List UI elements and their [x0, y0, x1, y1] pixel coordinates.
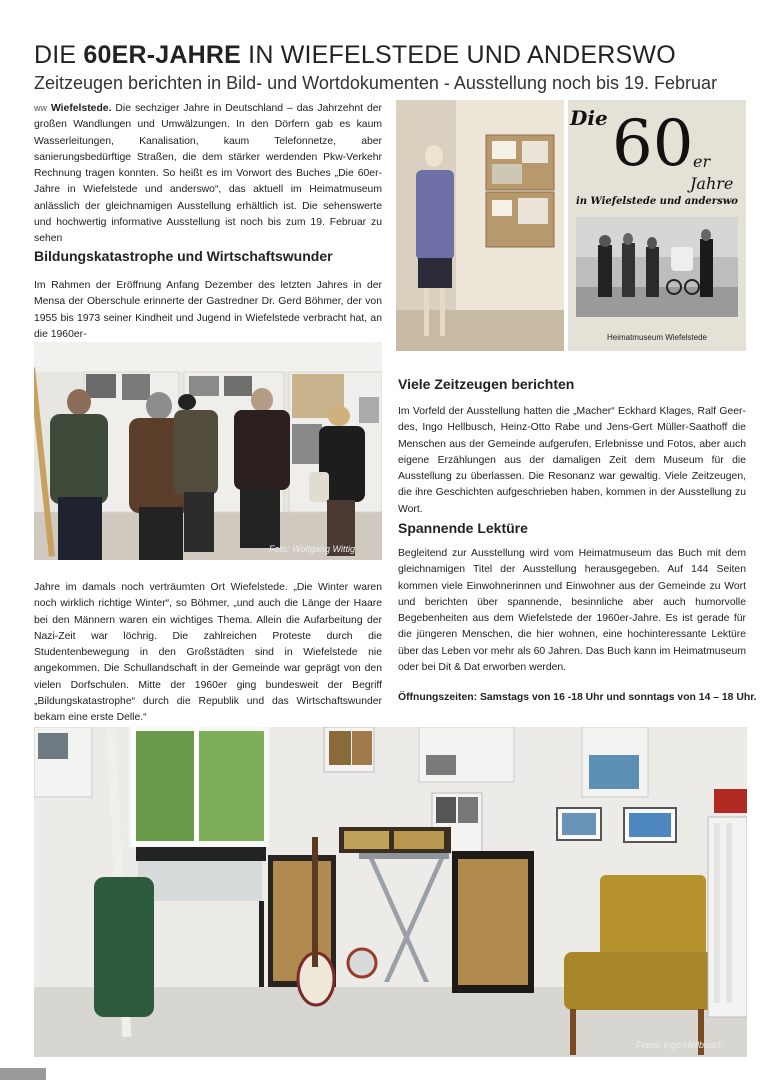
bildung-paragraph-b	[34, 580, 382, 727]
zeitzeugen-text: Im Vorfeld der Ausstellung hatten die „Macher“ Eckhard Klages, Ralf Geerdes, Ingo Hellbusch, Heinz-Otto Rabe und Jens-Gert Müller-Saathoff die Menschen aus der Gemeinde aufgerufen, Erlebnisse und Fotos, aber auch eigene Erzählungen aus der damaligen Zeit dem Museum für die Ausstellung zu überlassen. Die Resonanz war gewaltig. Viele Zeitzeugen, die ihre Geschichten aufgeschrieben haben, kommen in der Ausstellung zu Wort.	[398, 406, 746, 515]
bildung-paragraph-a	[34, 278, 382, 343]
heading-zeitzeugen: Viele Zeitzeugen berichten	[398, 376, 575, 392]
photo-mannequin	[396, 100, 564, 351]
subheadline: Zeitzeugen berichten in Bild- und Wortdokumenten - Ausstellung noch bis 19. Februar	[34, 73, 718, 93]
lektuere-text: Begleitend zur Ausstellung wird vom Heimatmuseum das Buch mit dem gleichnamigen Titel der Ausstellung herausgegeben. Auf 144 Seiten kommen viele Einwohnerinnen und Einwohner aus der Gemeinde zu Wort und berichten über spannende, besinnliche aber auch humorvolle Begebenheiten aus dem Wiefelstede der 1960er-Jahre. Es ist gerade für die jüngeren Menschen, die hier wohnen, eine hochinteressante Lektüre über das Leben vor mehr als 60 Jahren. Das Buch kann im Heimatmuseum oder bei Dit & Dat erworben werden.	[398, 548, 746, 674]
lektuere-paragraph	[398, 546, 746, 676]
book-publisher: Heimatmuseum Wiefelstede	[606, 333, 708, 342]
credit-bottom-photo: Fotos: Ingo Hellbusch	[636, 1040, 724, 1050]
intro-paragraph	[34, 100, 382, 248]
photo-mannequin-image	[396, 100, 564, 351]
book-title-jahre: Jahre	[690, 174, 734, 193]
headline-bold: 60ER-JAHRE	[83, 41, 242, 69]
photo-music-room-image	[34, 727, 747, 1057]
bildung-text-b: Jahre im damals noch verträumten Ort Wiefelstede. „Die Winter waren noch wirklich richtige Winter“, so Böhmer, „und auch die Länge der Haare bei den Männern waren ein wichtiges Thema. Allein die Aufarbeitung der Nazi-Zeit war löchrig. Die zahlreichen Proteste durch die Studentenbewegung in den Großstädten sind in Wiefelstede nie angekommen. Die Schullandschaft in der Gemeinde war geprägt von den vielen Dorfschulen. Mitte der 1960er ging bundesweit der Begriff „Bildungskatastrophe“ durch die Republik und das Wirtschaftswunder bekam eine erste Delle.“	[34, 582, 382, 724]
book-subtitle: in Wiefelstede und anderswo	[576, 196, 738, 207]
opening-hours: Öffnungszeiten: Samstags von 16 -18 Uhr und sonntags von 14 – 18 Uhr.	[398, 692, 757, 703]
headline	[34, 40, 754, 70]
headline-post: IN WIEFELSTEDE UND ANDERSWO	[241, 41, 676, 69]
book-title-60: 60	[612, 107, 694, 181]
photo-visitors	[34, 342, 382, 560]
book-title-die: Die	[570, 106, 608, 130]
intro-text: Die sechziger Jahre in Deutschland – das Jahrzehnt der großen Wandlungen und Umwälzungen. In den Dörfern gab es kaum Wasserleitungen, Kanalisation, kaum Telefonnetze, aber sanierungsbedürftige Straßen, die dem stärker werdenden Pkw-Verkehr Rechnung tragen konnten. So heißt es im Vorwort des Buches „Die 60er-Jahre in Wiefelstede und anderswo“, das aktuell im Heimatmuseum anlässlich der gleichnamigen Ausstellung erhältlich ist. Die sehenswerte und hochwertig informative Ausstellung ist noch bis zum 19. Februar zu sehen	[34, 103, 382, 245]
page-marker	[0, 1068, 46, 1080]
author-tag: ww	[34, 103, 47, 113]
headline-pre: DIE	[34, 41, 84, 69]
photo-music-room	[34, 727, 747, 1057]
book-cover	[568, 100, 746, 351]
book-cover-photo	[576, 217, 738, 317]
credit-photo1: Foto: Wolfgang Wittig	[269, 544, 355, 554]
book-title-er: er	[693, 152, 711, 171]
heading-lektuere: Spannende Lektüre	[398, 520, 528, 536]
bildung-text-a: Im Rahmen der Eröffnung Anfang Dezember des letzten Jahres in der Mensa der Oberschule erinnerte der Gastredner Dr. Gerd Böhmer, der von 1955 bis 1973 seiner Kindheit und Jugend in Wiefelstede verbracht hat, an die 1960er-	[34, 280, 382, 340]
dateline: Wiefelstede.	[50, 103, 112, 114]
zeitzeugen-paragraph	[398, 404, 746, 518]
heading-bildung: Bildungskatastrophe und Wirtschaftswunder	[34, 248, 333, 264]
photo-visitors-image	[34, 342, 382, 560]
